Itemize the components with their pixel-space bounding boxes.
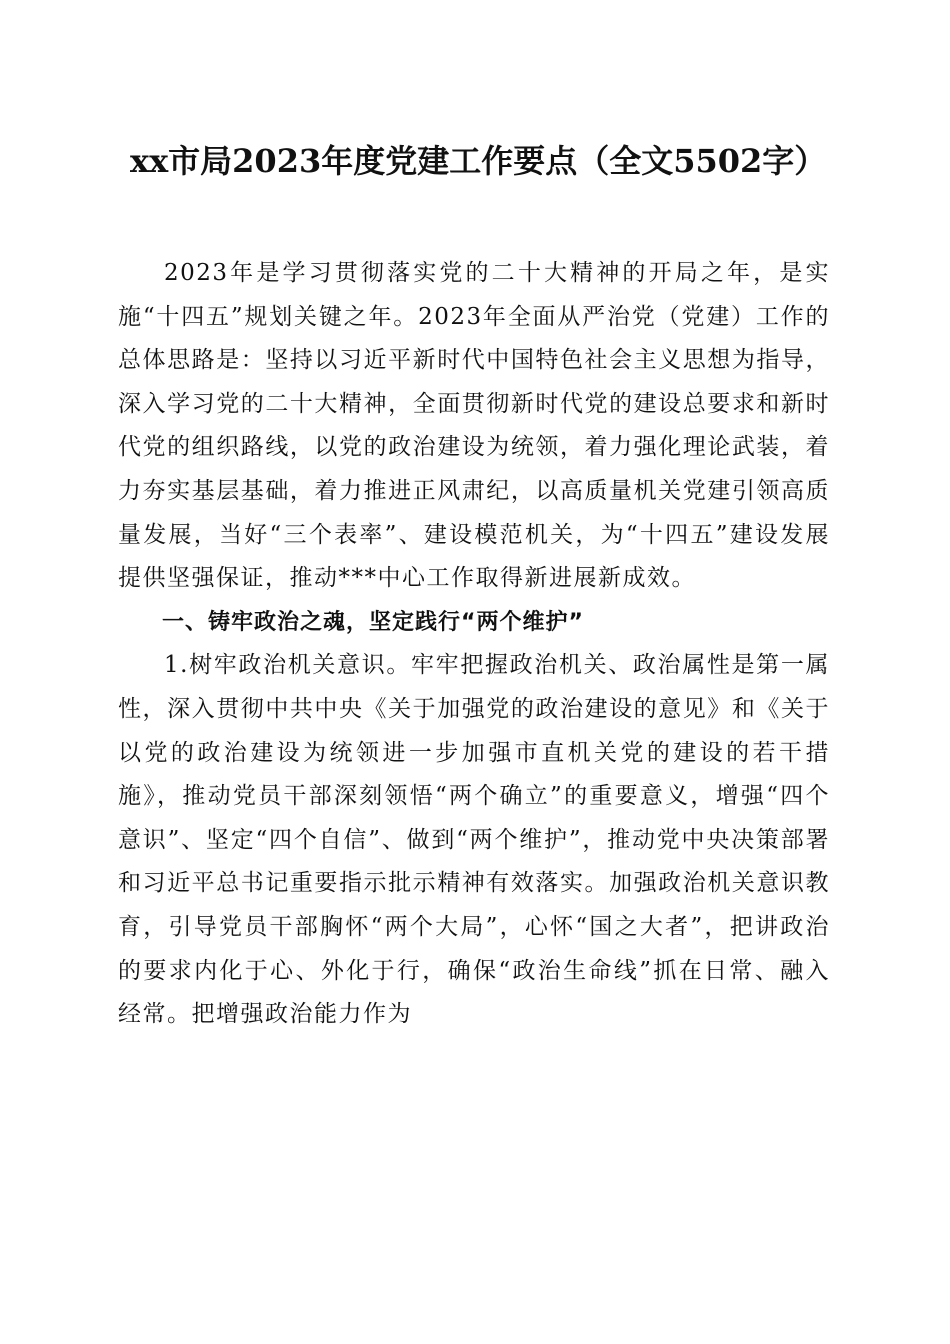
item-1-paragraph: 1.树牢政治机关意识。牢牢把握政治机关、政治属性是第一属性，深入贯彻中共中央《关于加强党的政治建设的意见》和《关于以党的政治建设为统领进一步加强市直机关党的建设的若干措施》，推动党员干部深刻领悟“两个确立”的重要意义，增强“四个意识”、坚定“四个自信”、做到“两个维护”，推动党中央决策部署和习近平总书记重要指示批示精神有效落实。加强政治机关意识教育，引导党员干部胸怀“两个大局”，心怀“国之大者”，把讲政治的要求内化于心、外化于行，确保“政治生命线”抓在日常、融入经常。把增强政治能力作为	[118, 652, 830, 1028]
document-body	[118, 252, 830, 1037]
document-title: xx市局2023年度党建工作要点（全文5502字）	[130, 142, 827, 180]
intro-paragraph: 2023年是学习贯彻落实党的二十大精神的开局之年，是实施“十四五”规划关键之年。2023年全面从严治党（党建）工作的总体思路是：坚持以习近平新时代中国特色社会主义思想为指导，深入学习党的二十大精神，全面贯彻新时代党的建设总要求和新时代党的组织路线，以党的政治建设为统领，着力强化理论武装，着力夯实基层基础，着力推进正风肃纪，以高质量机关党建引领高质量发展，当好“三个表率”、建设模范机关，为“十四五”建设发展提供坚强保证，推动***中心工作取得新进展新成效。	[118, 260, 830, 592]
section-heading-1: 一、铸牢政治之魂，坚定践行“两个维护”	[162, 609, 584, 635]
